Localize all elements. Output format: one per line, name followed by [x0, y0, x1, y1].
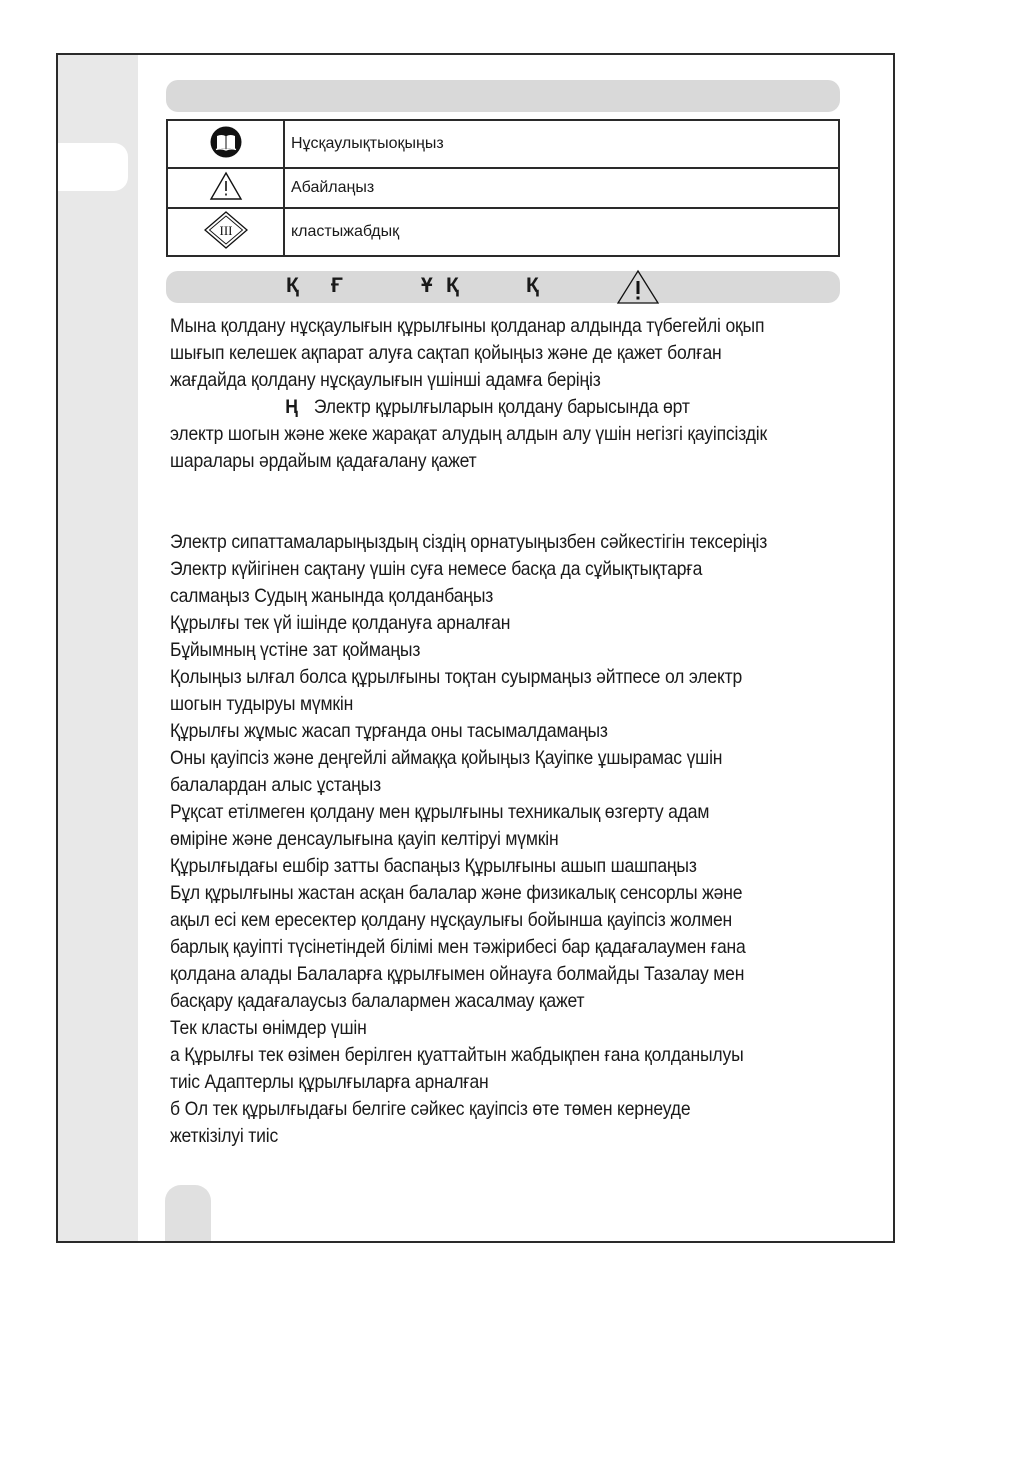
section-heading-letter: Қ — [526, 274, 539, 297]
list-line: Электр күйігінен сақтану үшін суға немесе басқа да сұйықтықтарға — [170, 558, 703, 580]
list-line: Қолыңыз ылғал болса құрылғыны тоқтан суырмаңыз әйтпесе ол электр — [170, 666, 743, 688]
section-heading-letter: Қ — [286, 274, 299, 297]
class-iii-label: III — [219, 222, 232, 238]
list-line: Бұл құрылғыны жастан асқан балалар және физикалық сенсорлы және — [170, 882, 743, 904]
list-line: Бұйымның үстіне зат қоймаңыз — [170, 639, 421, 661]
symbol-read-manual-text: Нұсқаулықтыоқыңыз — [284, 120, 839, 168]
list-line: Рұқсат етілмеген қолдану мен құрылғыны техникалық өзгерту адам — [170, 801, 710, 823]
list-line: Құрылғы тек үй ішінде қолдануға арналған — [170, 612, 511, 634]
symbol-class-iii-text: кластыжабдық — [284, 208, 839, 256]
page-frame — [56, 53, 895, 1243]
warning-line — [170, 394, 782, 421]
class-iii-icon — [203, 210, 249, 250]
page-number-tab — [165, 1185, 211, 1241]
warning-line: шаралары әрдайым қадағалану қажет — [170, 450, 477, 472]
warning-icon — [616, 269, 660, 305]
list-line: өміріне және денсаулығына қауіп келтіруі мүмкін — [170, 828, 559, 850]
list-line: а Құрылғы тек өзімен берілген қуаттайтын жабдықпен ғана қолданылуы — [170, 1044, 744, 1066]
table-row — [167, 208, 839, 256]
list-line: барлық қауіпті түсінетіндей білімі мен тәжірибесі бар қадағалаумен ғана — [170, 936, 746, 958]
intro-line: шығып келешек ақпарат алуға сақтап қойыңыз және де қажет болған — [170, 342, 722, 364]
symbol-table — [166, 119, 840, 257]
table-row — [167, 168, 839, 208]
section-heading-letter: Ұ — [421, 274, 433, 297]
section-heading-letter: Ғ — [331, 274, 343, 297]
list-line: балалардан алыс ұстаңыз — [170, 774, 381, 796]
list-line: қолдана алады Балаларға құрылғымен ойнауға болмайды Тазалау мен — [170, 963, 745, 985]
list-line: Оны қауіпсіз және деңгейлі аймаққа қойыңыз Қауіпке ұшырамас үшін — [170, 747, 723, 769]
list-line: жеткізілуі тиіс — [170, 1125, 279, 1147]
list-line: Құрылғы жұмыс жасап тұрғанда оны тасымалдамаңыз — [170, 720, 608, 742]
intro-line: жағдайда қолдану нұсқаулығын үшінші адамға беріңіз — [170, 369, 601, 391]
warning-icon — [209, 171, 243, 201]
warning-text: Электр құрылғыларын қолдану барысында өрт — [313, 396, 690, 418]
section-heading-letter: Қ — [446, 274, 459, 297]
left-margin-strip — [58, 55, 138, 1241]
warning-heading-letter: Ң — [285, 396, 298, 418]
list-line: Құрылғыдағы ешбір затты баспаңыз Құрылғыны ашып шашпаңыз — [170, 855, 697, 877]
list-line: тиіс Адаптерлы құрылғыларға арналған — [170, 1071, 489, 1093]
symbol-caution-text: Абайлаңыз — [284, 168, 839, 208]
section-heading-bar — [166, 271, 840, 303]
list-line: б Ол тек құрылғыдағы белгіге сәйкес қауіпсіз өте төмен кернеуде — [170, 1098, 691, 1120]
safety-instructions — [170, 313, 782, 1150]
list-line: Электр сипаттамаларыңыздың сіздің орнатуыңызбен сәйкестігін тексеріңіз — [170, 531, 768, 553]
list-line: салмаңыз Судың жанында қолданбаңыз — [170, 585, 494, 607]
list-line: шогын тудыруы мүмкін — [170, 693, 354, 715]
list-line: басқару қадағалаусыз балалармен жасалмау қажет — [170, 990, 585, 1012]
chapter-tab — [58, 143, 128, 191]
list-line: Тек класты өнімдер үшін — [170, 1017, 367, 1039]
header-bar — [166, 80, 840, 112]
list-line: ақыл есі кем ересектер қолдану нұсқаулығы бойынша қауіпсіз жолмен — [170, 909, 733, 931]
intro-line: Мына қолдану нұсқаулығын құрылғыны қолданар алдында түбегейлі оқып — [170, 315, 765, 337]
table-row — [167, 120, 839, 168]
warning-line: электр шогын және жеке жарақат алудың алдын алу үшін негізгі қауіпсіздік — [170, 423, 767, 445]
book-icon — [209, 125, 243, 159]
